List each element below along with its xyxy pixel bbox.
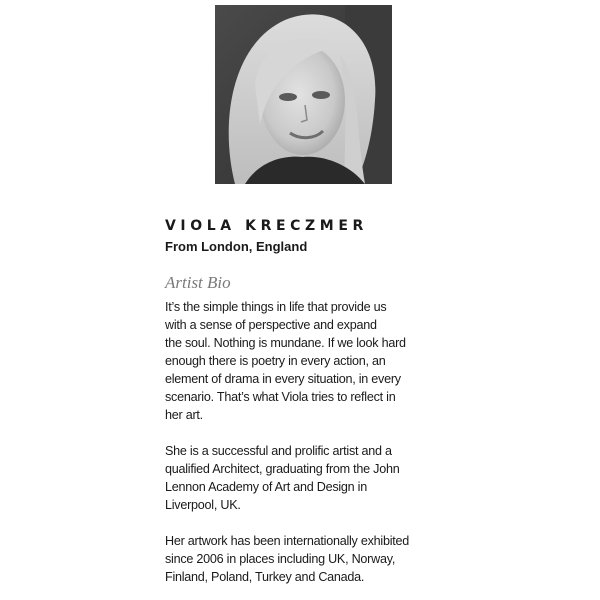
bio-line: Finland, Poland, Turkey and Canada. <box>165 570 365 584</box>
bio-line: the soul. Nothing is mundane. If we look hard <box>165 336 406 350</box>
bio-heading: Artist Bio <box>165 273 231 292</box>
bio-paragraph <box>165 532 455 586</box>
bio-line: element of drama in every situation, in every <box>165 372 401 386</box>
artist-origin: From London, England <box>165 239 308 254</box>
bio-line: with a sense of perspective and expand <box>165 318 377 332</box>
bio-line: qualified Architect, graduating from the John <box>165 462 400 476</box>
portrait-photo <box>215 5 392 184</box>
bio-line: enough there is poetry in every action, an <box>165 354 386 368</box>
bio-paragraph <box>165 298 455 424</box>
bio-line: It’s the simple things in life that provide us <box>165 300 387 314</box>
bio-line: Her artwork has been internationally exhibited <box>165 534 410 548</box>
bio-line: Liverpool, UK. <box>165 498 241 512</box>
bio-line: She is a successful and prolific artist and a <box>165 444 392 458</box>
bio-line: Lennon Academy of Art and Design in <box>165 480 367 494</box>
artist-name: VIOLA KRECZMER <box>165 218 368 234</box>
bio-text <box>165 298 455 600</box>
bio-paragraph <box>165 442 455 514</box>
artist-portrait <box>215 5 392 184</box>
bio-line: since 2006 in places including UK, Norway, <box>165 552 396 566</box>
bio-line: her art. <box>165 408 203 422</box>
bio-line: scenario. That’s what Viola tries to reflect in <box>165 390 396 404</box>
